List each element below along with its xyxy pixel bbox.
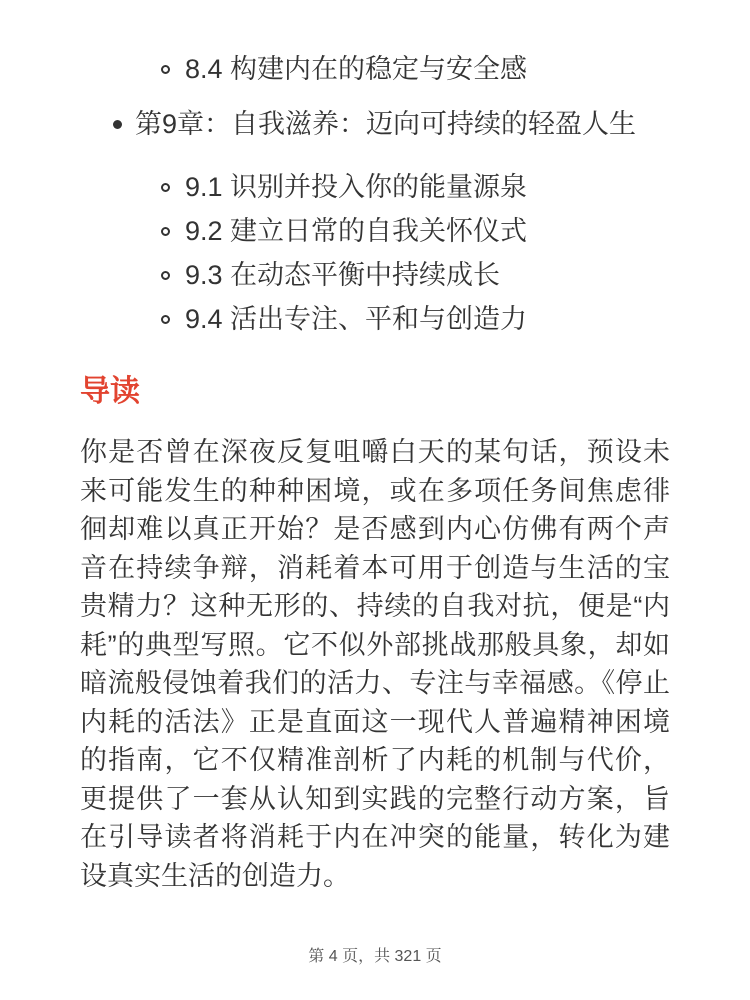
intro-section-heading: 导读 <box>80 375 140 408</box>
toc-subitem-9-2 <box>80 217 670 245</box>
toc-chapter-9 <box>80 110 670 138</box>
intro-paragraph: 你是否曾在深夜反复咀嚼白天的某句话，预设未来可能发生的种种困境，或在多项任务间焦虑徘徊却难以真正开始？是否感到内心仿佛有两个声音在持续争辩，消耗着本可用于创造与生活的宝贵精力？这种无形的、持续的自我对抗，便是“内耗”的典型写照。它不似外部挑战那般具象，却如暗流般侵蚀着我们的活力、专注与幸福感。《停止内耗的活法》正是直面这一现代人普遍精神困境的指南，它不仅精准剖析了内耗的机制与代价，更提供了一套从认知到实践的完整行动方案，旨在引导读者将消耗于内在冲突的能量，转化为建设真实生活的创造力。 <box>80 437 670 891</box>
toc-subitem-9-3 <box>80 261 670 289</box>
table-of-contents <box>80 55 670 333</box>
toc-subitem-label: 9.4 活出专注、平和与创造力 <box>185 304 528 334</box>
page-number-indicator: 第 4 页，共 321 页 <box>308 948 442 965</box>
bullet-circle-icon <box>161 271 170 280</box>
toc-subitem-label: 9.1 识别并投入你的能量源泉 <box>185 172 528 202</box>
toc-subitem-8-4 <box>80 55 670 83</box>
toc-subitem-label: 9.2 建立日常的自我关怀仪式 <box>185 216 528 246</box>
bullet-circle-icon <box>161 183 170 192</box>
bullet-circle-icon <box>161 227 170 236</box>
bullet-circle-icon <box>161 65 170 74</box>
bullet-circle-icon <box>161 315 170 324</box>
toc-subitem-9-1 <box>80 173 670 201</box>
toc-subitem-label: 8.4 构建内在的稳定与安全感 <box>185 54 528 84</box>
toc-subitem-label: 9.3 在动态平衡中持续成长 <box>185 260 501 290</box>
toc-chapter-label: 第9章：自我滋养：迈向可持续的轻盈人生 <box>135 109 637 139</box>
bullet-disc-icon <box>113 120 122 129</box>
toc-subitem-9-4 <box>80 305 670 333</box>
